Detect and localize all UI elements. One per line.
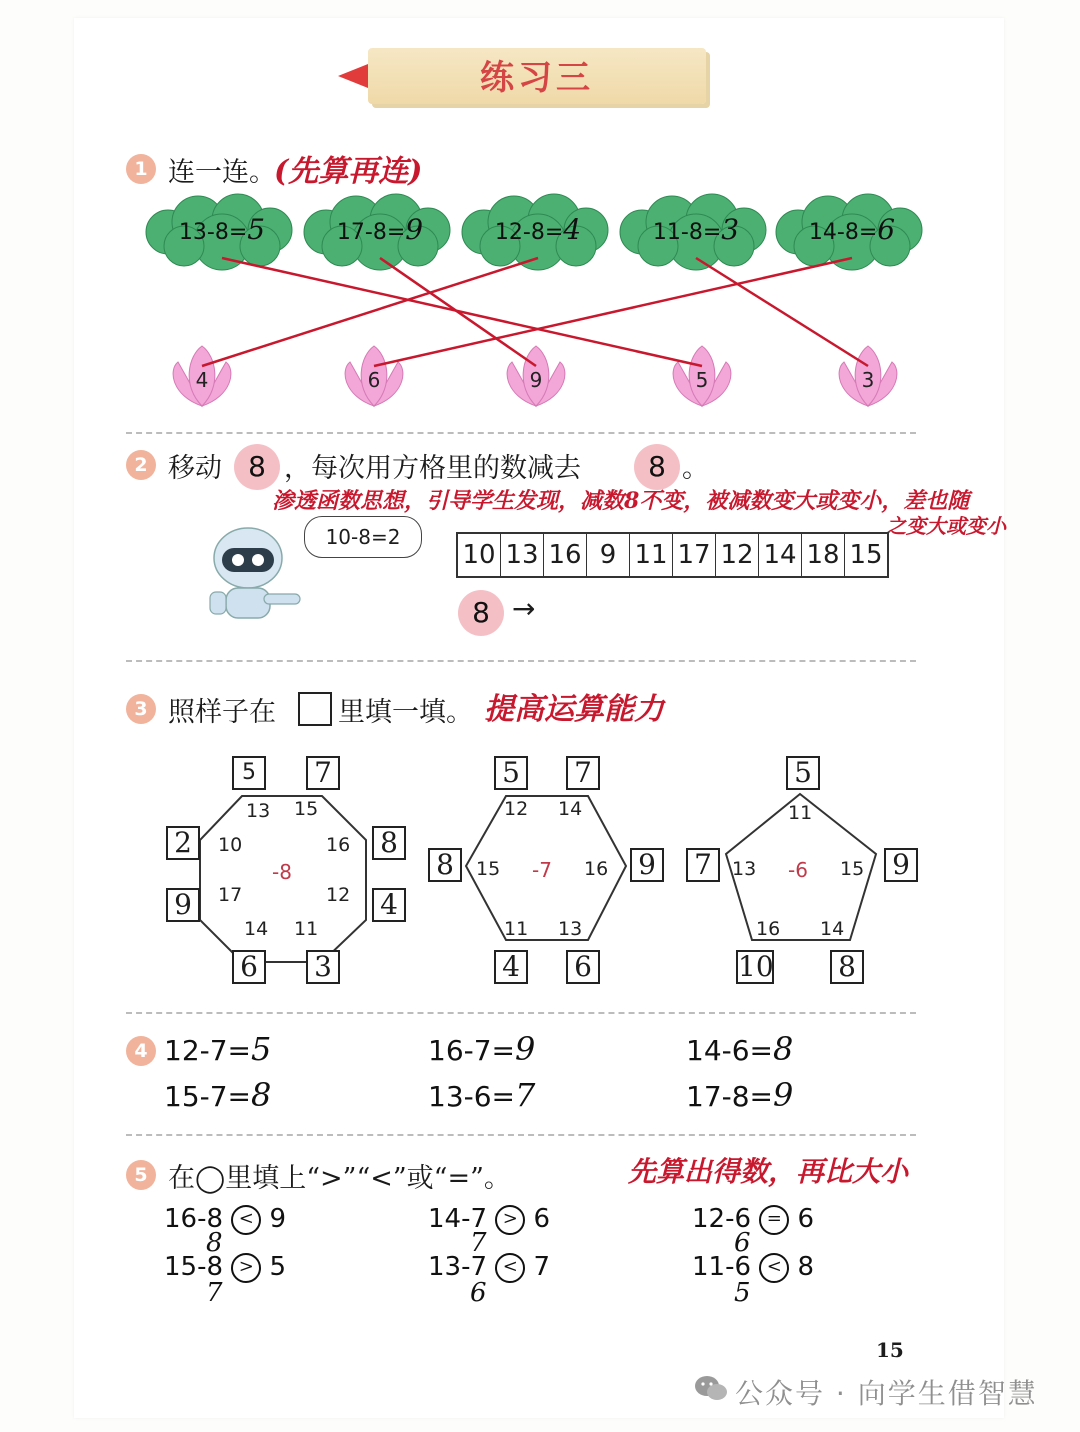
- answer-box: 4: [494, 950, 528, 984]
- question-3-note: 提高运算能力: [484, 692, 664, 727]
- compare-circle: =: [759, 1205, 789, 1235]
- answer-box: 8: [830, 950, 864, 984]
- inner-number: 15: [294, 798, 319, 820]
- question-3-badge: 3: [126, 694, 156, 724]
- answer-box: 6: [566, 950, 600, 984]
- equation: 17-8=9: [686, 1076, 794, 1114]
- question-1-badge: 1: [126, 154, 156, 184]
- inner-number: 13: [246, 800, 271, 822]
- lotus-number: 6: [367, 368, 381, 392]
- divider: [126, 432, 916, 434]
- answer-box: 4: [372, 888, 406, 922]
- comparison: 16-8 < 9: [164, 1204, 287, 1234]
- answer-box: 5: [232, 756, 266, 790]
- question-5-note: 先算出得数，再比大小: [628, 1155, 909, 1188]
- answer-box: 9: [884, 848, 918, 882]
- cloud-equation: 13-8=5: [178, 213, 266, 246]
- comparison: 12-6 = 6: [692, 1204, 815, 1234]
- compare-circle: <: [759, 1253, 789, 1283]
- inner-number: 12: [326, 884, 351, 906]
- lotus-number: 9: [529, 368, 543, 392]
- question-4-badge: 4: [126, 1036, 156, 1066]
- grid-cell: 12: [716, 534, 759, 576]
- cloud-equation: 11-8=3: [652, 213, 740, 246]
- question-3-text-start: 照样子在: [168, 697, 276, 728]
- compare-circle: <: [495, 1253, 525, 1283]
- answer-box: 8: [428, 848, 462, 882]
- grid-cell: 17: [673, 534, 716, 576]
- working-number: 6: [734, 1228, 751, 1258]
- robot-icon: [204, 522, 304, 622]
- comparison: 15-8 > 5: [164, 1252, 287, 1282]
- inner-number: 15: [840, 858, 865, 880]
- inner-number: 11: [504, 918, 529, 940]
- inner-number: 14: [558, 798, 583, 820]
- equation: 12-7=5: [164, 1030, 272, 1068]
- number-8-circle: 8: [458, 590, 504, 636]
- question-2-note-line2: 之变大或变小: [886, 514, 1006, 538]
- question-1-note: (先算再连): [274, 154, 423, 189]
- question-2-note: 渗透函数思想，引导学生发现，减数8不变，被减数变大或变小，差也随: [272, 488, 970, 514]
- divider: [126, 660, 916, 662]
- answer-box: 3: [306, 950, 340, 984]
- inner-number: 10: [218, 834, 243, 856]
- grid-cell: 16: [544, 534, 587, 576]
- inner-number: 16: [326, 834, 351, 856]
- answer-box: 8: [372, 826, 406, 860]
- working-number: 7: [206, 1278, 223, 1308]
- arrow-icon: →: [512, 592, 536, 625]
- inner-number: 12: [504, 798, 529, 820]
- equation: 14-6=8: [686, 1030, 794, 1068]
- answer-box: 7: [306, 756, 340, 790]
- answer-box: 9: [166, 888, 200, 922]
- grid-cell: 14: [759, 534, 802, 576]
- question-2-text-start: 移动: [168, 453, 222, 484]
- lotus-number: 4: [195, 368, 209, 392]
- answer-box: 5: [786, 756, 820, 790]
- operator-label: -8: [272, 860, 292, 884]
- lotus-number: 5: [695, 368, 709, 392]
- question-5-text: 在◯里填上“>”“<”或“=”。: [168, 1163, 511, 1194]
- answer-box: 10: [738, 950, 774, 983]
- working-number: 5: [734, 1278, 751, 1308]
- question-2-text-mid: ，每次用方格里的数减去: [284, 453, 581, 484]
- question-2-badge: 2: [126, 450, 156, 480]
- inner-number: 14: [820, 918, 845, 940]
- inner-number: 16: [584, 858, 609, 880]
- compare-circle: >: [231, 1253, 261, 1283]
- compare-circle: <: [231, 1205, 261, 1235]
- compare-circle: >: [495, 1205, 525, 1235]
- inner-number: 16: [756, 918, 781, 940]
- cloud-equation: 14-8=6: [808, 213, 896, 246]
- grid-cell: 11: [630, 534, 673, 576]
- blank-square-icon: [298, 692, 332, 726]
- number-8-circle: 8: [634, 444, 680, 490]
- inner-number: 11: [788, 802, 813, 824]
- answer-box: 7: [686, 848, 720, 882]
- question-3-text-end: 里填一填。: [338, 697, 473, 728]
- equation: 16-7=9: [428, 1030, 536, 1068]
- number-grid: [456, 532, 889, 578]
- question-2-text-end: 。: [682, 453, 709, 484]
- divider: [126, 1012, 916, 1014]
- comparison: 14-7 > 6: [428, 1204, 551, 1234]
- working-number: 7: [470, 1228, 487, 1258]
- question-1-text: 连一连。: [168, 157, 276, 188]
- cloud-equation: 17-8=9: [336, 213, 424, 246]
- question-5-badge: 5: [126, 1160, 156, 1190]
- connection-line: [222, 258, 702, 366]
- divider: [126, 1134, 916, 1136]
- watermark: 公众号 · 向学生借智慧: [735, 1377, 1038, 1410]
- comparison: 11-6 < 8: [692, 1252, 815, 1282]
- grid-cell: 13: [501, 534, 544, 576]
- grid-cell: 15: [849, 540, 883, 570]
- comparison: 13-7 < 7: [428, 1252, 551, 1282]
- equation: 13-6=7: [428, 1076, 536, 1114]
- number-8-circle: 8: [234, 444, 280, 490]
- cloud-equation: 12-8=4: [494, 213, 582, 246]
- grid-cell: 10: [458, 534, 501, 576]
- operator-label: -6: [788, 858, 808, 882]
- grid-cell: 18: [802, 534, 845, 576]
- inner-number: 17: [218, 884, 243, 906]
- inner-number: 13: [732, 858, 757, 880]
- answer-box: 6: [232, 950, 266, 984]
- page-number: 15: [876, 1338, 904, 1362]
- inner-number: 15: [476, 858, 501, 880]
- page-title: 练习三: [480, 58, 594, 98]
- grid-cell: 9: [587, 534, 630, 576]
- q1-graphics: [0, 0, 1080, 430]
- inner-number: 11: [294, 918, 319, 940]
- inner-number: 14: [244, 918, 269, 940]
- wechat-icon: [693, 1374, 729, 1404]
- inner-number: 13: [558, 918, 583, 940]
- answer-box: 5: [494, 756, 528, 790]
- operator-label: -7: [532, 858, 552, 882]
- working-number: 6: [470, 1278, 487, 1308]
- answer-box: 9: [630, 848, 664, 882]
- lotus-number: 3: [861, 368, 875, 392]
- speech-bubble: 10-8=2: [304, 516, 422, 558]
- answer-box: 7: [566, 756, 600, 790]
- equation: 15-7=8: [164, 1076, 272, 1114]
- working-number: 8: [206, 1228, 223, 1258]
- connection-line: [380, 258, 536, 366]
- answer-box: 2: [166, 826, 200, 860]
